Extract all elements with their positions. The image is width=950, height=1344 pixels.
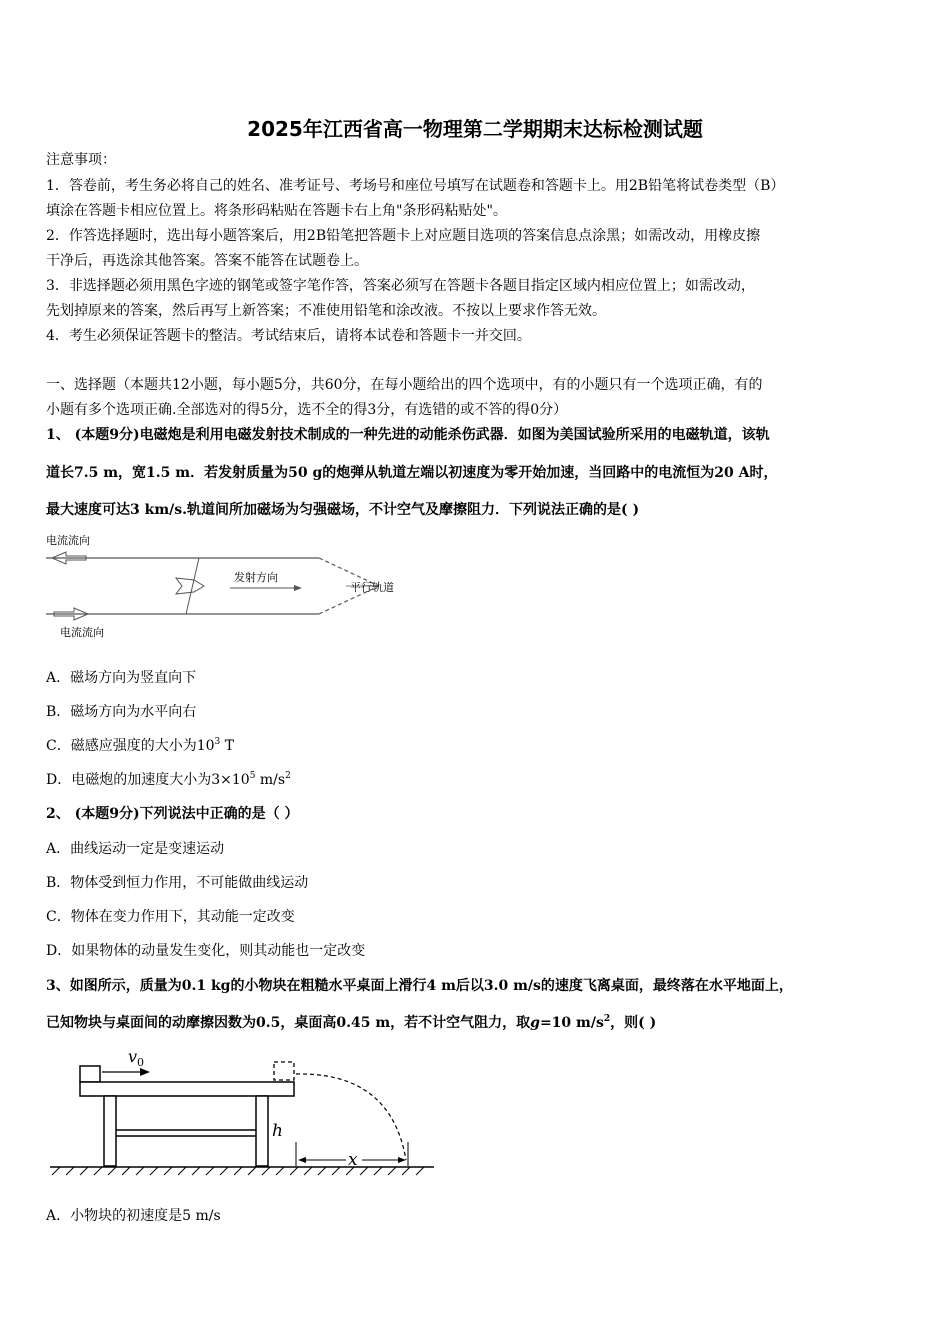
section-heading-cont: 小题有多个选项正确.全部选对的得5分，选不全的得3分，有选错的或不答的得0分）	[46, 402, 568, 418]
notice-line: 1．答卷前，考生务必将自己的姓名、准考证号、考场号和座位号填写在试题卷和答题卡上。用2B铅笔将试卷类型（B）	[46, 178, 785, 194]
q1-option-c: C．磁感应强度的大小为$10^3$ T	[46, 737, 235, 754]
v0-arrow-icon	[140, 1068, 150, 1076]
launch-arrow-icon	[294, 585, 302, 591]
projectile-armature	[186, 558, 199, 614]
table-projectile-figure	[46, 1042, 441, 1177]
q1-option-a: A．磁场方向为竖直向下	[46, 670, 197, 686]
q2-option-d: D．如果物体的动量发生变化，则其动能也一定改变	[46, 943, 366, 959]
q3-option-a: A．小物块的初速度是5 m/s	[46, 1208, 221, 1224]
notice-heading: 注意事项：	[46, 152, 116, 168]
x-label: x	[348, 1150, 358, 1170]
x-arrow-right-icon	[398, 1157, 406, 1163]
q2-option-b: B．物体受到恒力作用，不可能做曲线运动	[46, 875, 309, 891]
q2-option-a: A．曲线运动一定是变速运动	[46, 841, 225, 857]
q1-option-d: D．电磁炮的加速度大小为$3\times 10^5$ $m/s^2$	[46, 771, 291, 788]
page-title: 2025年江西省高一物理第二学期期末达标检测试题	[247, 117, 703, 141]
q2-stem: 2、 (本题9分)下列说法中正确的是（ ）	[46, 806, 299, 822]
notice-line: 2．作答选择题时，选出每小题答案后，用2B铅笔把答题卡上对应题目选项的答案信息点涂黑；如需改动，用橡皮擦	[46, 228, 761, 244]
notice-line: 干净后，再选涂其他答案。答案不能答在试题卷上。	[46, 253, 368, 269]
notice-line: 4．考生必须保证答题卡的整洁。考试结束后，请将本试卷和答题卡一并交回。	[46, 328, 531, 344]
launch-direction-label: 发射方向	[234, 571, 278, 584]
notice-line: 先划掉原来的答案，然后再写上新答案；不准使用铅笔和涂改液。不按以上要求作答无效。	[46, 303, 606, 319]
table-leg	[104, 1096, 116, 1166]
x-arrow-left-icon	[298, 1157, 306, 1163]
ground-hatching	[52, 1167, 424, 1175]
section-heading: 一、选择题（本题共12小题，每小题5分，共60分，在每小题给出的四个选项中，有的小题只有一个选项正确，有的	[46, 377, 763, 393]
v0-label: $v_0$	[128, 1047, 145, 1069]
h-label: h	[272, 1121, 283, 1141]
q3-stem-line: 3、如图所示，质量为0.1 kg的小物块在粗糙水平桌面上滑行4 m后以3.0 m/s的速度飞离桌面，最终落在水平地面上，	[46, 978, 793, 994]
q1-stem-line: 道长7.5 m，宽1.5 m．若发射质量为50 g的炮弹从轨道左端以初速度为零开始加速，当回路中的电流恒为20 A时，	[46, 465, 778, 481]
table-leg	[256, 1096, 268, 1166]
notice-line: 3．非选择题必须用黑色字迹的钢笔或签字笔作答，答案必须写在答题卡各题目指定区域内相应位置上；如需改动，	[46, 278, 755, 294]
current-direction-bottom-label: 电流流向	[60, 626, 104, 639]
notice-line: 填涂在答题卡相应位置上。将条形码粘贴在答题卡右上角"条形码粘贴处"。	[46, 203, 507, 219]
trajectory	[296, 1074, 406, 1160]
q1-stem-line: 最大速度可达3 km/s.轨道间所加磁场为匀强磁场，不计空气及摩擦阻力．下列说法正确的是( )	[46, 502, 640, 518]
block	[80, 1066, 100, 1082]
current-direction-top-label: 电流流向	[46, 534, 90, 547]
projectile-icon	[176, 578, 204, 594]
q1-stem-line: 1、 (本题9分)电磁炮是利用电磁发射技术制成的一种先进的动能杀伤武器．如图为美国试验所采用的电磁轨道，该轨	[46, 427, 770, 443]
parallel-rails-label: 平行轨道	[350, 581, 394, 594]
q3-stem-line: 已知物块与桌面间的动摩擦因数为0.5，桌面高0.45 m，若不计空气阻力，取g=10 $m/s^2$，则( )	[46, 1014, 657, 1031]
railgun-figure	[44, 528, 414, 646]
block-dashed	[274, 1062, 294, 1080]
q1-option-b: B．磁场方向为水平向右	[46, 704, 197, 720]
q2-option-c: C．物体在变力作用下，其动能一定改变	[46, 909, 295, 925]
tabletop	[80, 1082, 294, 1096]
